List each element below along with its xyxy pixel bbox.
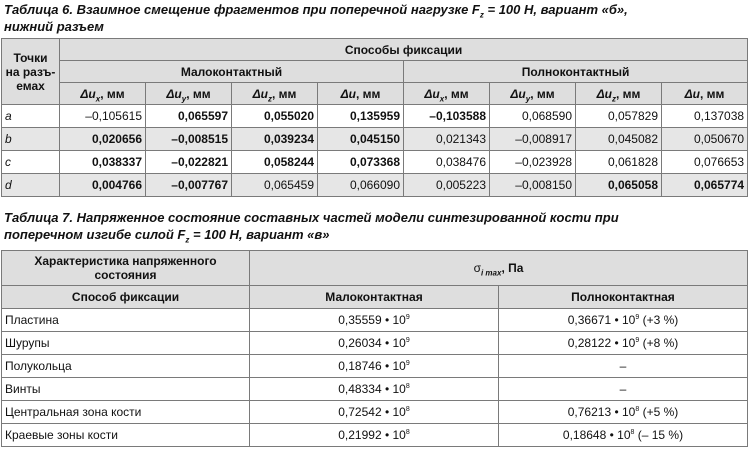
table-cell: 0,061828 bbox=[576, 151, 662, 174]
delta-symbol: Δu bbox=[80, 86, 96, 101]
table6-column-header bbox=[318, 83, 404, 105]
value-mantissa: 0,18648 • 10 bbox=[562, 428, 631, 442]
table-cell: 0,065459 bbox=[232, 174, 318, 197]
table-cell: 0,066090 bbox=[318, 174, 404, 197]
table-cell: 0,021343 bbox=[404, 128, 490, 151]
table6-column-header bbox=[404, 83, 490, 105]
value-exponent: 9 bbox=[405, 314, 410, 321]
table7-caption-sub: z bbox=[185, 235, 190, 245]
table-cell: 0,055020 bbox=[232, 105, 318, 128]
point-label: d bbox=[2, 174, 60, 197]
table7-body bbox=[2, 309, 748, 447]
value-exponent: 8 bbox=[405, 406, 410, 413]
table-cell: 0,065597 bbox=[146, 105, 232, 128]
table-cell: 0,068590 bbox=[490, 105, 576, 128]
table-cell: 0,076653 bbox=[662, 151, 748, 174]
table-cell: 0,045082 bbox=[576, 128, 662, 151]
table-cell: 0,065774 bbox=[662, 174, 748, 197]
table-cell: –0,008150 bbox=[490, 174, 576, 197]
table-row bbox=[2, 378, 748, 401]
delta-symbol: Δu bbox=[510, 86, 526, 101]
low-contact-value bbox=[250, 355, 499, 378]
table-cell: –0,022821 bbox=[146, 151, 232, 174]
value-mantissa: 0,18746 • 10 bbox=[338, 359, 406, 373]
low-contact-value bbox=[250, 332, 499, 355]
axis-subscript: x bbox=[95, 93, 101, 103]
value-mantissa: 0,36671 • 10 bbox=[567, 313, 636, 327]
unit-label: , мм bbox=[615, 86, 641, 101]
full-contact-value bbox=[499, 332, 748, 355]
table-cell: 0,137038 bbox=[662, 105, 748, 128]
value-exponent: 9 bbox=[635, 337, 640, 344]
table-row bbox=[2, 309, 748, 332]
method-name: Шурупы bbox=[2, 332, 250, 355]
table7-caption-line2: поперечном изгибе силой F bbox=[4, 227, 186, 242]
point-label: c bbox=[2, 151, 60, 174]
table6-column-header bbox=[60, 83, 146, 105]
table6-caption-text-end: = 100 Н, вариант «б», bbox=[483, 2, 628, 17]
method-name: Полукольца bbox=[2, 355, 250, 378]
value-mantissa: 0,35559 • 10 bbox=[338, 313, 406, 327]
point-label: a bbox=[2, 105, 60, 128]
low-contact-value bbox=[250, 401, 499, 424]
value-exponent: 9 bbox=[405, 360, 410, 367]
table-cell: 0,073368 bbox=[318, 151, 404, 174]
axis-subscript: z bbox=[611, 93, 616, 103]
value-mantissa: 0,21992 • 10 bbox=[338, 428, 406, 442]
table-cell: –0,008917 bbox=[490, 128, 576, 151]
table-cell: –0,008515 bbox=[146, 128, 232, 151]
table-row bbox=[2, 151, 748, 174]
table6-body bbox=[2, 105, 748, 197]
table-row bbox=[2, 355, 748, 378]
value-exponent: 8 bbox=[405, 383, 410, 390]
value-mantissa: 0,76213 • 10 bbox=[567, 405, 636, 419]
delta-symbol: Δu bbox=[684, 86, 701, 101]
point-label: b bbox=[2, 128, 60, 151]
table7-col1-header: Малоконтактная bbox=[250, 286, 499, 309]
table6-group-header-1: Малоконтактный bbox=[60, 61, 404, 83]
method-name: Центральная зона кости bbox=[2, 401, 250, 424]
value-mantissa: 0,26034 • 10 bbox=[338, 336, 406, 350]
table-row bbox=[2, 128, 748, 151]
delta-symbol: Δu bbox=[166, 86, 182, 101]
low-contact-value bbox=[250, 424, 499, 447]
table-row bbox=[2, 105, 748, 128]
low-contact-value bbox=[250, 309, 499, 332]
table6-group-header-2: Полноконтактный bbox=[404, 61, 748, 83]
table-cell: 0,058244 bbox=[232, 151, 318, 174]
table-cell: –0,103588 bbox=[404, 105, 490, 128]
table7-caption bbox=[4, 209, 744, 243]
axis-subscript: y bbox=[181, 93, 187, 103]
axis-subscript: z bbox=[267, 93, 272, 103]
table-cell: –0,023928 bbox=[490, 151, 576, 174]
full-contact-value bbox=[499, 378, 748, 401]
table6-column-header bbox=[662, 83, 748, 105]
sigma-sub: i max bbox=[480, 268, 502, 278]
table7-caption-line2-end: = 100 Н, вариант «в» bbox=[189, 227, 330, 242]
method-name: Винты bbox=[2, 378, 250, 401]
table6-row-header: Точки на разъ-емах bbox=[2, 39, 60, 105]
full-contact-value bbox=[499, 424, 748, 447]
table7 bbox=[1, 250, 748, 447]
table-cell: 0,038337 bbox=[60, 151, 146, 174]
delta-symbol: Δu bbox=[252, 86, 268, 101]
sigma-unit: , Па bbox=[501, 261, 524, 275]
value-exponent: 9 bbox=[405, 337, 410, 344]
delta-symbol: Δu bbox=[596, 86, 612, 101]
table7-characteristic-header: Характеристика напряженного состояния bbox=[2, 251, 250, 286]
table-cell: 0,005223 bbox=[404, 174, 490, 197]
table7-caption-line1: Таблица 7. Напряженное состояние составных частей модели синтезированной кости при bbox=[4, 210, 619, 225]
sigma-symbol: σ bbox=[473, 261, 481, 275]
table6-column-header bbox=[490, 83, 576, 105]
table7-sigma-header bbox=[250, 251, 748, 286]
table-cell: 0,050670 bbox=[662, 128, 748, 151]
value-mantissa: – bbox=[619, 382, 627, 396]
value-mantissa: 0,72542 • 10 bbox=[338, 405, 406, 419]
table-row bbox=[2, 174, 748, 197]
axis-subscript: x bbox=[439, 93, 445, 103]
axis-subscript: y bbox=[525, 93, 531, 103]
table-cell: –0,007767 bbox=[146, 174, 232, 197]
table-cell: 0,135959 bbox=[318, 105, 404, 128]
table6-column-header bbox=[576, 83, 662, 105]
value-mantissa: – bbox=[619, 359, 627, 373]
table6-caption bbox=[4, 1, 744, 35]
unit-label: , мм bbox=[271, 86, 297, 101]
percent-change: (+3 %) bbox=[639, 313, 679, 327]
table7-method-header: Способ фиксации bbox=[2, 286, 250, 309]
table6-column-header bbox=[146, 83, 232, 105]
unit-label: , мм bbox=[355, 86, 381, 101]
table7-col2-header: Полноконтактная bbox=[499, 286, 748, 309]
percent-change: (– 15 %) bbox=[634, 428, 684, 442]
table-cell: 0,057829 bbox=[576, 105, 662, 128]
table-cell: 0,065058 bbox=[576, 174, 662, 197]
table-cell: –0,105615 bbox=[60, 105, 146, 128]
table6-column-header bbox=[232, 83, 318, 105]
table6-caption-sub: z bbox=[479, 10, 484, 20]
method-name: Пластина bbox=[2, 309, 250, 332]
delta-symbol: Δu bbox=[424, 86, 440, 101]
percent-change: (+5 %) bbox=[639, 405, 679, 419]
full-contact-value bbox=[499, 401, 748, 424]
unit-label: , мм bbox=[100, 86, 125, 101]
low-contact-value bbox=[250, 378, 499, 401]
value-exponent: 8 bbox=[635, 406, 640, 413]
table6-methods-header: Способы фиксации bbox=[60, 39, 748, 61]
table-cell: 0,039234 bbox=[232, 128, 318, 151]
percent-change: (+8 %) bbox=[639, 336, 679, 350]
table-cell: 0,004766 bbox=[60, 174, 146, 197]
table-row bbox=[2, 401, 748, 424]
value-exponent: 9 bbox=[635, 314, 640, 321]
method-name: Краевые зоны кости bbox=[2, 424, 250, 447]
value-mantissa: 0,48334 • 10 bbox=[338, 382, 406, 396]
table-row bbox=[2, 424, 748, 447]
table-row bbox=[2, 332, 748, 355]
unit-label: , мм bbox=[700, 86, 725, 101]
delta-symbol: Δu bbox=[340, 86, 356, 101]
full-contact-value bbox=[499, 309, 748, 332]
unit-label: , мм bbox=[186, 86, 211, 101]
unit-label: , мм bbox=[444, 86, 469, 101]
table-cell: 0,020656 bbox=[60, 128, 146, 151]
full-contact-value bbox=[499, 355, 748, 378]
table6-column-headers bbox=[2, 83, 748, 105]
table6 bbox=[1, 38, 748, 197]
value-mantissa: 0,28122 • 10 bbox=[567, 336, 636, 350]
table6-caption-text: Таблица 6. Взаимное смещение фрагментов при поперечной нагрузке F bbox=[4, 2, 480, 17]
value-exponent: 8 bbox=[405, 429, 410, 436]
unit-label: , мм bbox=[530, 86, 555, 101]
value-exponent: 8 bbox=[630, 429, 635, 436]
table6-caption-line2: нижний разъем bbox=[4, 19, 104, 34]
table-cell: 0,045150 bbox=[318, 128, 404, 151]
table-cell: 0,038476 bbox=[404, 151, 490, 174]
